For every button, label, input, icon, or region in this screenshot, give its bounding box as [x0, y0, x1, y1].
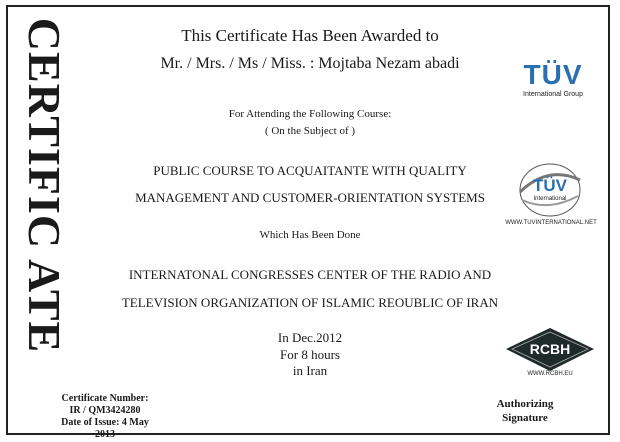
rcbh-logo [505, 327, 595, 372]
tuv-international-group-logo [508, 60, 598, 102]
cert-number-label: Certificate Number: [61, 393, 149, 404]
tuv-website: WWW.TUVINTERNATIONAL.NET [505, 220, 597, 226]
vertical-certificate-title [10, 17, 80, 353]
signature-label: Signature [502, 412, 548, 424]
cert-number: IR / QM3424280 [69, 405, 141, 416]
authorizing-label: Authorizing [496, 398, 554, 410]
done-line: Which Has Been Done [259, 229, 361, 241]
awarded-heading: This Certificate Has Been Awarded to [181, 26, 439, 45]
tuv2-sub: International [533, 196, 567, 202]
vertical-title-text: CERTIFIC ATE [19, 17, 71, 353]
recipient-name: Mr. / Mrs. / Ms / Miss. : Mojtaba Nezam abadi [160, 55, 460, 72]
venue-line1: INTERNATONAL CONGRESSES CENTER OF THE RADIO AND [128, 267, 492, 282]
subject-line: ( On the Subject of ) [264, 125, 356, 137]
venue-line2: TELEVISION ORGANIZATION OF ISLAMIC REOUBLIC OF IRAN [121, 295, 499, 310]
rcbh-text: RCBH [529, 341, 571, 357]
tuv2-text: TÜV [533, 176, 567, 195]
course-location: in Iran [292, 363, 328, 378]
rcbh-website: WWW.RCBH.EU [527, 371, 573, 377]
rcbh-diamond-icon [505, 327, 595, 372]
course-date: In Dec.2012 [277, 330, 343, 345]
course-hours: For 8 hours [280, 347, 340, 362]
issue-date: Date of Issue: 4 May 2013 [61, 417, 149, 440]
tuv-international-globe-logo [508, 160, 588, 220]
tuv-logo-subtitle: International Group [523, 91, 583, 98]
globe-icon [508, 160, 588, 220]
course-title-line1: PUBLIC COURSE TO ACQUAITANTE WITH QUALITY [153, 163, 467, 178]
tuv-logo-text: TÜV [523, 59, 583, 90]
signature-block [470, 397, 580, 425]
certificate-number-block [50, 393, 160, 441]
course-title-line2: MANAGEMENT AND CUSTOMER-ORIENTATION SYSTEMS [135, 190, 485, 205]
attending-line: For Attending the Following Course: [228, 108, 392, 120]
